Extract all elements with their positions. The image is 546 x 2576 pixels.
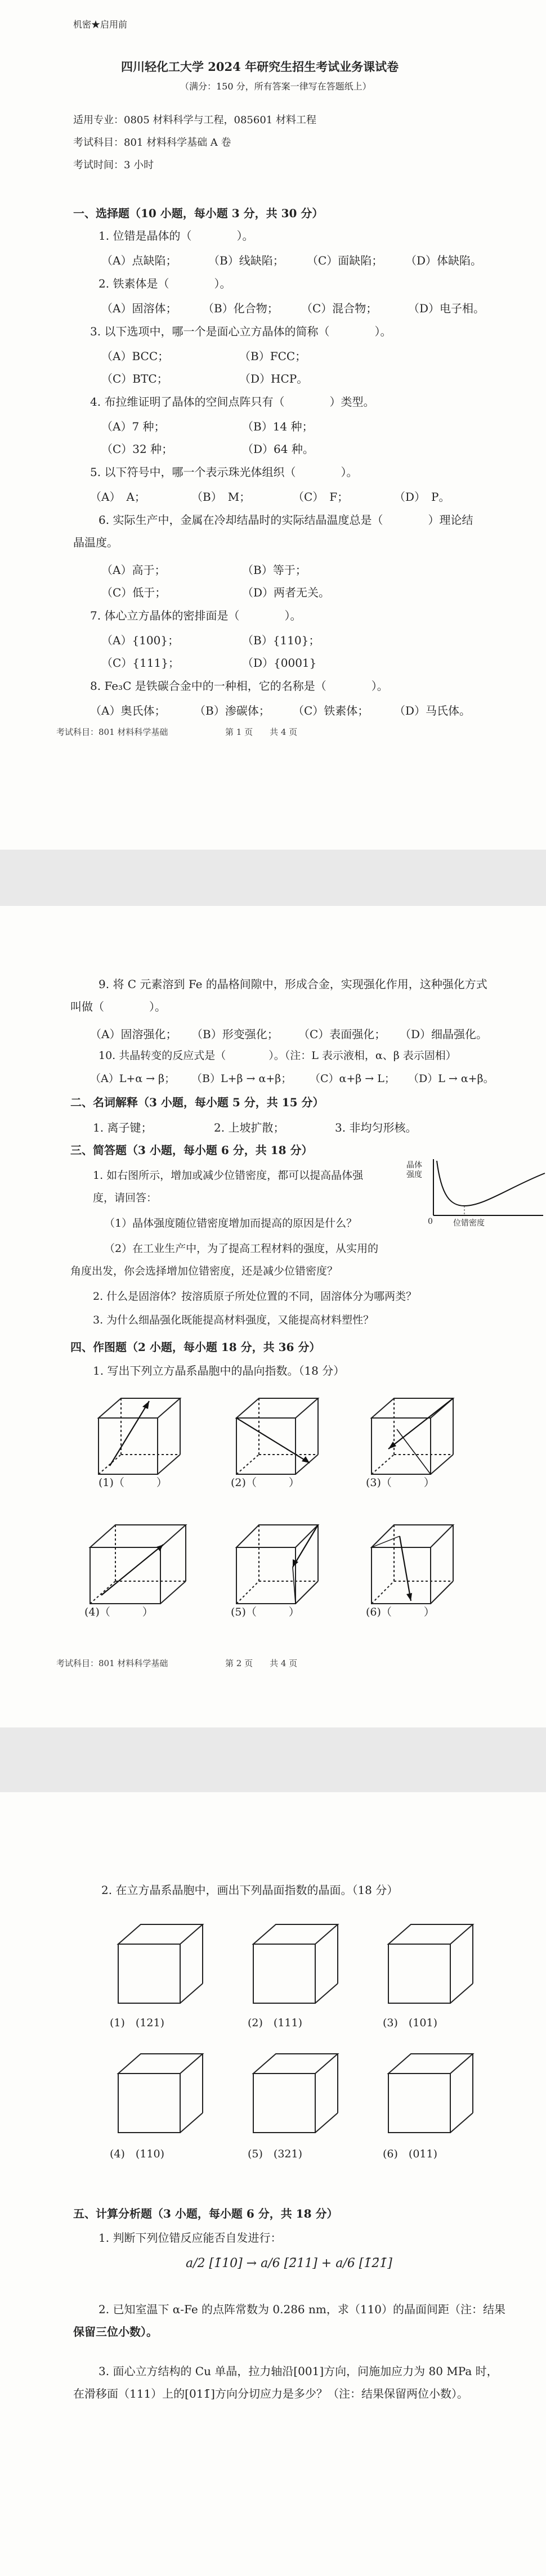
question-1: 1. 位错是晶体的（ ）。	[99, 229, 254, 243]
page-2-footer-subject: 考试科目：801 材料科学基础	[56, 1658, 168, 1668]
question-6-cont: 晶温度。	[73, 536, 118, 549]
q4-option-c: （C）32 种；	[101, 442, 173, 456]
plane-cube-5	[248, 2051, 343, 2138]
q1-option-a: （A）点缺陷；	[101, 254, 177, 267]
strength-curve	[437, 1161, 545, 1206]
dislocation-equation: a/2 [1̄10] → a/6 [2̄11] + a/6 [1̄2̄1̄]	[186, 2256, 392, 2270]
q3-option-a: （A）BCC；	[101, 349, 169, 363]
short-answer-1-part-2-cont: 角度出发，你会选择增加位错密度，还是减少位错密度？	[70, 1265, 338, 1277]
plane-label-6: (6) (011)	[383, 2148, 438, 2160]
plane-cube-6	[383, 2051, 478, 2138]
question-9: 9. 将 C 元素溶到 Fe 的晶格间隙中，形成合金，实现强化作用，这种强化方式	[99, 977, 487, 991]
q2-option-b: （B）化合物；	[203, 302, 279, 315]
q10-option-d: （D）L → α+β。	[408, 1072, 494, 1085]
page-1-footer-subject: 考试科目：801 材料科学基础	[56, 727, 168, 737]
direction-cube-6	[366, 1522, 462, 1612]
section-1-heading: 一、选择题（10 小题，每小题 3 分，共 30 分）	[73, 207, 324, 220]
graph-x-label: 位错密度	[453, 1219, 485, 1228]
q4-option-d: （D）64 种。	[242, 442, 314, 456]
short-answer-1-part-2: （2）在工业生产中，为了提高工程材料的强度，从实用的	[104, 1242, 379, 1255]
strength-density-graph	[406, 1156, 546, 1228]
q2-option-d: （D）电子相。	[408, 302, 485, 315]
question-3: 3. 以下选项中，哪一个是面心立方晶体的简称（ ）。	[90, 325, 392, 338]
question-2: 2. 铁素体是（ ）。	[99, 277, 231, 290]
drawing-question-1: 1. 写出下列立方晶系晶胞中的晶向指数。（18 分）	[93, 1364, 345, 1377]
major-line: 适用专业：0805 材料科学与工程，085601 材料工程	[73, 114, 316, 126]
plane-cube-3	[383, 1922, 478, 2008]
q5-option-a: （A） A；	[90, 490, 146, 504]
direction-cube-1	[93, 1395, 189, 1482]
q6-option-a: （A）高于；	[101, 563, 166, 577]
q8-option-d: （D）马氏体。	[394, 704, 471, 717]
plane-cube-2	[248, 1922, 343, 2008]
calc-question-3-cont: 在滑移面（111）上的[011̄]方向分切应力是多少？（注：结果保留两位小数）。	[73, 2387, 468, 2400]
direction-cube-5	[231, 1522, 326, 1612]
q10-option-c: （C）α+β → L；	[310, 1072, 395, 1085]
q7-option-a: （A）{100}；	[101, 634, 180, 647]
plane-label-1: (1) (121)	[110, 2017, 165, 2029]
page-2	[0, 906, 546, 1727]
direction-answer-1: (1)（ ）	[99, 1477, 167, 1489]
page-3	[0, 1792, 546, 2576]
q7-option-b: （B）{110}；	[242, 634, 320, 647]
graph-origin: 0	[428, 1217, 433, 1226]
short-answer-1: 1. 如右图所示，增加或减少位错密度，都可以提高晶体强	[93, 1169, 364, 1182]
question-6: 6. 实际生产中，金属在冷却结晶时的实际结晶温度总是（ ）理论结	[99, 513, 473, 527]
term-2: 2. 上坡扩散；	[214, 1121, 285, 1134]
question-7: 7. 体心立方晶体的密排面是（ ）。	[90, 609, 302, 622]
plane-cube-4	[113, 2051, 208, 2138]
q1-option-b: （B）线缺陷；	[208, 254, 284, 267]
short-answer-1-part-1: （1）晶体强度随位错密度增加而提高的原因是什么？	[104, 1217, 357, 1229]
calc-question-2: 2. 已知室温下 α-Fe 的点阵常数为 0.286 nm，求（110）的晶面间距（注：结果	[99, 2303, 506, 2316]
question-10: 10. 共晶转变的反应式是（ ）。（注：L 表示液相，α、β 表示固相）	[99, 1049, 457, 1062]
question-9-cont: 叫做（ ）。	[70, 1000, 166, 1013]
q7-option-d: （D）{0001}	[242, 656, 317, 670]
q10-option-a: （A）L+α → β；	[90, 1072, 176, 1085]
q6-option-b: （B）等于；	[242, 563, 307, 577]
short-answer-1-cont: 度，请回答：	[93, 1192, 158, 1204]
term-1: 1. 离子键；	[93, 1121, 153, 1134]
page-2-footer-number: 第 2 页 共 4 页	[225, 1658, 298, 1668]
q4-option-b: （B）14 种；	[242, 420, 314, 433]
calc-question-3: 3. 面心立方结构的 Cu 单晶，拉力轴沿[001]方向，问施加应力为 80 MPa 时，	[99, 2364, 498, 2378]
calc-question-2-cont: 保留三位小数）。	[73, 2325, 158, 2339]
calc-question-1: 1. 判断下列位错反应能否自发进行：	[99, 2231, 282, 2245]
q2-option-a: （A）固溶体；	[101, 302, 177, 315]
q5-option-c: （C） F；	[293, 490, 349, 504]
direction-answer-3: (3)（ ）	[366, 1477, 435, 1489]
page-1-footer-number: 第 1 页 共 4 页	[225, 727, 298, 737]
exam-subtitle: （满分：150 分，所有答案一律写在答题纸上）	[180, 81, 372, 92]
q3-option-b: （B）FCC；	[239, 349, 307, 363]
short-answer-2: 2. 什么是固溶体？按溶质原子所处位置的不同，固溶体分为哪两类？	[93, 1290, 417, 1303]
q9-option-c: （C）表面强化；	[298, 1027, 386, 1041]
q9-option-b: （B）形变强化；	[191, 1027, 279, 1041]
direction-answer-2: (2)（ ）	[231, 1477, 299, 1489]
q4-option-a: （A）7 种；	[101, 420, 165, 433]
direction-cube-3	[366, 1395, 462, 1482]
question-4: 4. 布拉维证明了晶体的空间点阵只有（ ）类型。	[90, 395, 375, 409]
plane-label-4: (4) (110)	[110, 2148, 165, 2160]
direction-answer-6: (6)（ ）	[366, 1606, 435, 1618]
drawing-question-2: 2. 在立方晶系晶胞中，画出下列晶面指数的晶面。（18 分）	[101, 1883, 399, 1897]
section-3-heading: 三、简答题（3 小题，每小题 6 分，共 18 分）	[70, 1143, 313, 1157]
graph-y-label: 晶体强度	[406, 1161, 422, 1179]
question-5: 5. 以下符号中，哪一个表示珠光体组织（ ）。	[90, 465, 358, 479]
direction-cube-4	[84, 1522, 191, 1612]
exam-title: 四川轻化工大学 2024 年研究生招生考试业务课试卷	[121, 60, 399, 74]
subject-line: 考试科目：801 材料科学基础 A 卷	[73, 137, 231, 149]
direction-answer-5: (5)（ ）	[231, 1606, 299, 1618]
plane-label-5: (5) (321)	[248, 2148, 303, 2160]
q9-option-d: （D）细晶强化。	[400, 1027, 488, 1041]
question-8: 8. Fe₃C 是铁碳合金中的一种相，它的名称是（ ）。	[90, 679, 388, 693]
q2-option-c: （C）混合物；	[301, 302, 378, 315]
q6-option-d: （D）两者无关。	[242, 586, 330, 599]
q3-option-c: （C）BTC；	[101, 372, 168, 385]
time-line: 考试时间：3 小时	[73, 159, 154, 171]
q1-option-d: （D）体缺陷。	[405, 254, 482, 267]
q10-option-b: （B）L+β → α+β；	[191, 1072, 292, 1085]
plane-cube-1	[113, 1922, 208, 2008]
secret-label: 机密★启用前	[73, 19, 128, 30]
short-answer-3: 3. 为什么细晶强化既能提高材料强度，又能提高材料塑性？	[93, 1314, 374, 1326]
section-4-heading: 四、作图题（2 小题，每小题 18 分，共 36 分）	[70, 1340, 321, 1354]
q6-option-c: （C）低于；	[101, 586, 167, 599]
q8-option-b: （B）渗碳体；	[194, 704, 270, 717]
section-2-heading: 二、名词解释（3 小题，每小题 5 分，共 15 分）	[70, 1096, 324, 1109]
q9-option-a: （A）固溶强化；	[90, 1027, 177, 1041]
direction-answer-4: (4)（ ）	[84, 1606, 153, 1618]
q8-option-c: （C）铁素体；	[293, 704, 369, 717]
q8-option-a: （A）奥氏体；	[90, 704, 166, 717]
term-3: 3. 非均匀形核。	[335, 1121, 417, 1134]
plane-label-2: (2) (111)	[248, 2017, 303, 2029]
section-5-heading: 五、计算分析题（3 小题，每小题 6 分，共 18 分）	[73, 2207, 338, 2220]
q7-option-c: （C）{111}；	[101, 656, 180, 670]
q1-option-c: （C）面缺陷；	[307, 254, 383, 267]
direction-cube-2	[231, 1395, 326, 1482]
q5-option-b: （B） M；	[191, 490, 251, 504]
plane-label-3: (3) (101)	[383, 2017, 438, 2029]
q3-option-d: （D）HCP。	[239, 372, 308, 385]
page-1	[0, 0, 546, 850]
q5-option-d: （D） P。	[394, 490, 450, 504]
